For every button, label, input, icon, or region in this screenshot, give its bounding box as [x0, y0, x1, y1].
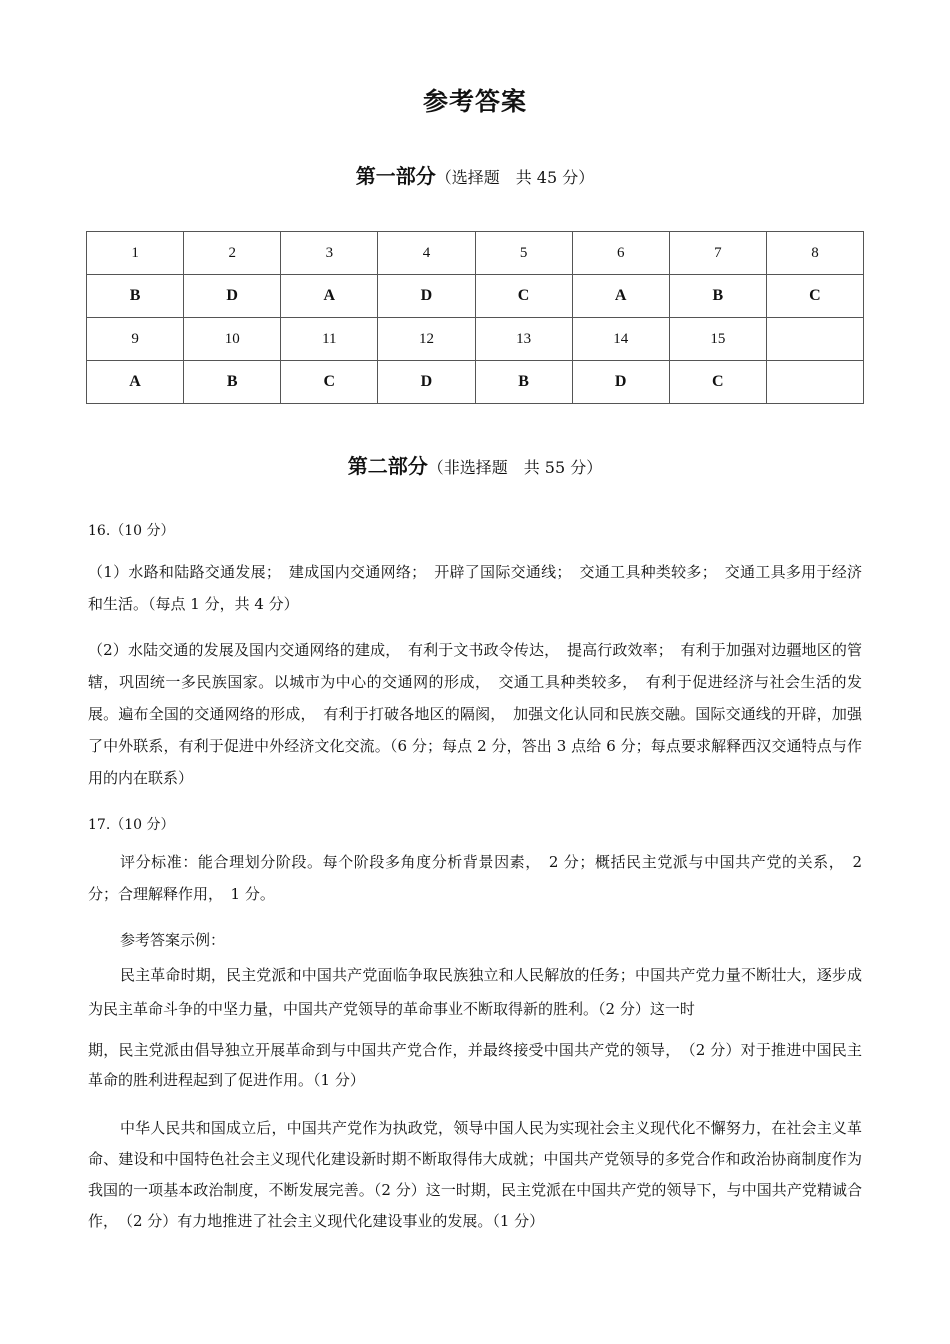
question-17-example-label: 参考答案示例：	[120, 931, 226, 949]
question-17-grading-criteria: 评分标准：能合理划分阶段。每个阶段多角度分析背景因素， 2 分；概括民主党派与中国共产党的关系， 2 分；合理解释作用， 1 分。	[88, 853, 862, 903]
answer-row	[87, 275, 864, 318]
answer-cell: C	[766, 275, 863, 318]
part-one-heading	[0, 160, 950, 189]
answer-cell: B	[184, 361, 281, 404]
part-one-subtitle: （选择题 共 45 分）	[435, 168, 595, 187]
answer-cell: A	[87, 361, 184, 404]
question-number-cell: 10	[184, 318, 281, 361]
page-title: 参考答案	[422, 87, 527, 116]
question-number-row	[87, 232, 864, 275]
part-two-title: 第二部分	[347, 454, 428, 478]
question-17-label: 17.（10 分）	[88, 817, 175, 833]
question-number-row	[87, 318, 864, 361]
answer-cell: C	[669, 361, 766, 404]
question-17-example-paragraph-2: 期，民主党派由倡导独立开展革命到与中国共产党合作，并最终接受中国共产党的领导， （2 分）对于推进中国民主革命的胜利进程起到了促进作用。（1 分）	[88, 1041, 862, 1089]
answer-cell	[766, 361, 863, 404]
question-number-cell: 14	[572, 318, 669, 361]
question-number-cell: 12	[378, 318, 475, 361]
question-16-part-2-answer: （2）水陆交通的发展及国内交通网络的建成， 有利于文书政令传达， 提高行政效率； 有利于加强对边疆地区的管辖，巩固统一多民族国家。以城市为中心的交通网的形成， 交通工具种类较多， 有利于促进经济与社会生活的发展。遍布全国的交通网络的形成， 有利于打破各地区的隔阂， 加强文化认同和民族交融。国际交通线的开辟，加强了中外联系，有利于促进中外经济文化交流。（6 分；每点 2 分，答出 3 点给 6 分；每点要求解释西汉交通特点与作用的内在联系）	[88, 641, 862, 787]
question-16-part-1-answer: （1）水路和陆路交通发展； 建成国内交通网络； 开辟了国际交通线； 交通工具种类较多； 交通工具多用于经济和生活。（每点 1 分，共 4 分）	[88, 563, 862, 613]
part-one-title: 第一部分	[355, 164, 436, 188]
question-number-cell: 1	[87, 232, 184, 275]
answer-cell: B	[475, 361, 572, 404]
question-number-cell: 5	[475, 232, 572, 275]
question-number-cell: 7	[669, 232, 766, 275]
question-number-cell: 2	[184, 232, 281, 275]
question-number-cell: 4	[378, 232, 475, 275]
answer-cell: D	[378, 275, 475, 318]
question-number-cell: 11	[281, 318, 378, 361]
answer-cell: B	[669, 275, 766, 318]
multiple-choice-answer-table	[86, 231, 864, 404]
answer-cell: A	[572, 275, 669, 318]
answer-cell: A	[281, 275, 378, 318]
question-number-cell	[766, 318, 863, 361]
part-two-subtitle: （非选择题 共 55 分）	[427, 458, 603, 477]
answer-cell: D	[184, 275, 281, 318]
question-number-cell: 13	[475, 318, 572, 361]
answer-cell: C	[475, 275, 572, 318]
question-number-cell: 6	[572, 232, 669, 275]
answer-row	[87, 361, 864, 404]
question-number-cell: 9	[87, 318, 184, 361]
answer-cell: D	[378, 361, 475, 404]
question-number-cell: 15	[669, 318, 766, 361]
question-17-example-paragraph-3: 中华人民共和国成立后，中国共产党作为执政党，领导中国人民为实现社会主义现代化不懈努力，在社会主义革命、建设和中国特色社会主义现代化建设新时期不断取得伟大成就；中国共产党领导的多党合作和政治协商制度作为我国的一项基本政治制度，不断发展完善。（2 分）这一时期，民主党派在中国共产党的领导下，与中国共产党精诚合作， （2 分）有力地推进了社会主义现代化建设事业的发展。（1 分）	[88, 1119, 862, 1230]
question-17-example-paragraph-1: 民主革命时期，民主党派和中国共产党面临争取民族独立和人民解放的任务；中国共产党力量不断壮大，逐步成为民主革命斗争的中坚力量，中国共产党领导的革命事业不断取得新的胜利。（2 分）这一时	[88, 966, 862, 1018]
part-two-heading	[0, 450, 950, 479]
answer-cell: C	[281, 361, 378, 404]
question-number-cell: 8	[766, 232, 863, 275]
question-16-label: 16.（10 分）	[88, 523, 175, 539]
answer-cell: B	[87, 275, 184, 318]
question-number-cell: 3	[281, 232, 378, 275]
answer-cell: D	[572, 361, 669, 404]
